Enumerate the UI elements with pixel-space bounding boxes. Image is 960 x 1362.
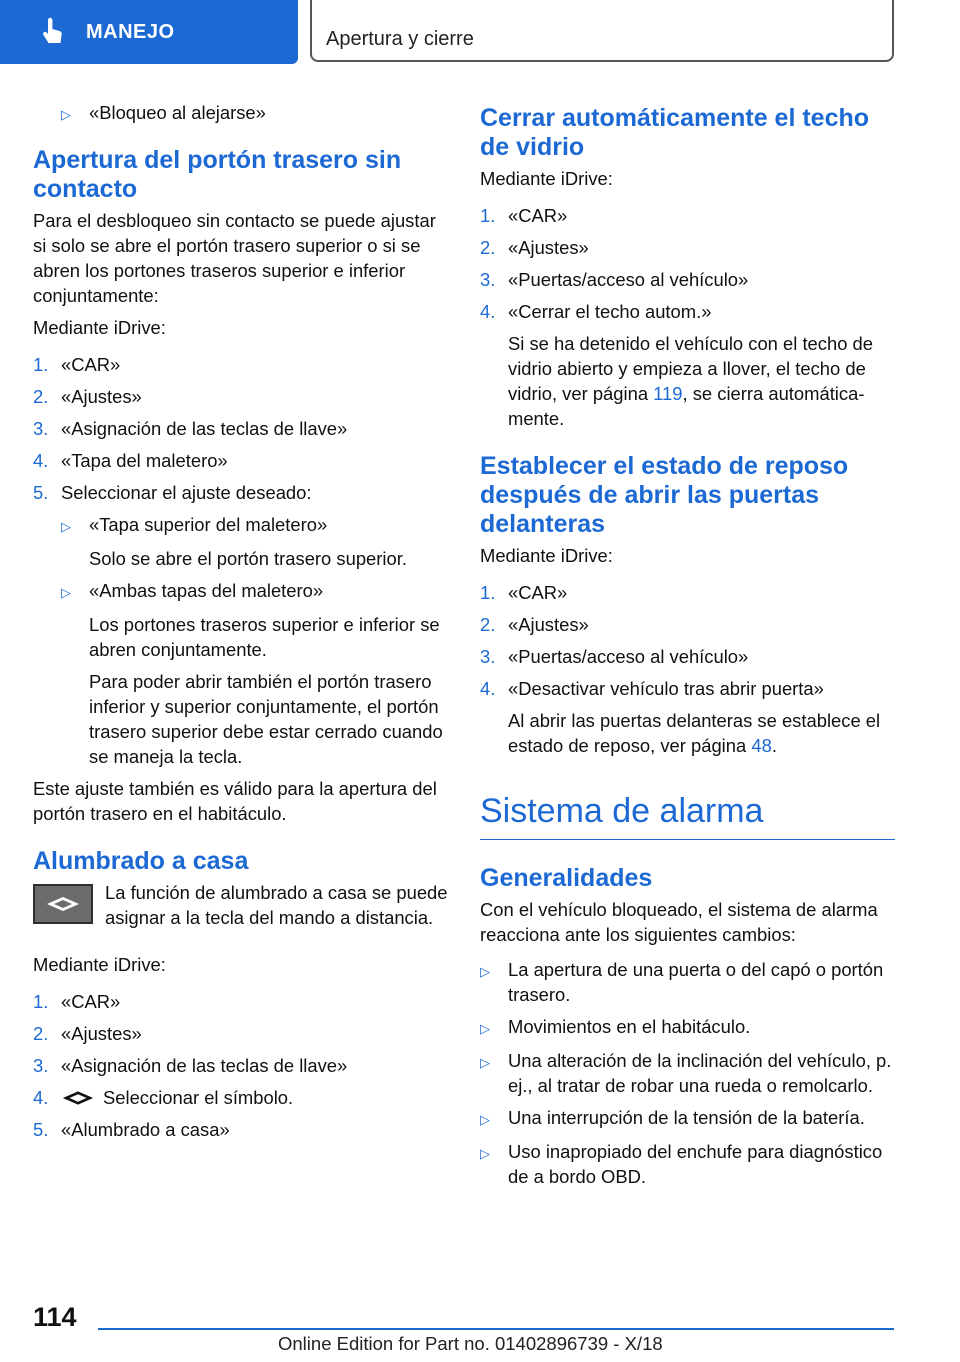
left-column [33,100,451,1149]
list-item: ▷ Uso inapropiado del enchufe para diagnóstico de a bordo OBD. [480,1141,883,1187]
list-item: ▷ Una alteración de la inclinación del vehículo, p. ej., al tratar de robar una rueda o remolcarlo. [480,1050,892,1096]
paragraph: Los portones traseros superior e inferior se abren conjuntamente. [89,614,440,660]
paragraph: Mediante iDrive: [33,954,166,975]
triangle-bullet-icon: ▷ [480,964,490,979]
triangle-bullet-icon: ▷ [61,107,71,122]
triangle-bullet-icon: ▷ [480,1055,490,1070]
list-item: 2. «Ajustes» [480,237,589,258]
hand-pointer-icon [38,17,68,47]
list-item: ▷ «Tapa superior del maletero» [61,512,451,539]
paragraph: Mediante iDrive: [480,168,613,189]
section-heading: Generalidades [480,864,653,892]
light-home-symbol-icon [61,1090,95,1106]
list-item: 1. «CAR» [33,354,121,375]
list-item: 5. «Alumbrado a casa» [33,1119,230,1140]
triangle-bullet-icon: ▷ [61,585,71,600]
list-item: ▷ La apertura de una puerta o del capó o portón trasero. [480,959,884,1005]
list-item: 5. Seleccionar el ajuste deseado: [33,482,312,503]
chapter-label: MANEJO [86,20,175,43]
chapter-tab[interactable] [0,0,298,64]
right-column [480,100,898,1196]
list-item: ▷ Movimientos en el habitáculo. [480,1014,898,1041]
list-item: 3. «Asignación de las teclas de llave» [33,1055,348,1076]
triangle-bullet-icon: ▷ [480,1146,490,1161]
section-heading: Establecer el estado de reposo después de abrir las puertas delanteras [480,452,849,538]
list-item: 4. Seleccionar el símbolo. [33,1087,294,1108]
remote-key-button-icon [33,884,93,924]
triangle-bullet-icon: ▷ [480,1021,490,1036]
list-item: 3. «Puertas/acceso al vehículo» [480,646,749,667]
list-item: ▷ «Ambas tapas del maletero» [61,578,451,605]
edition-text: Online Edition for Part no. 01402896739 - X/18 [278,1333,663,1354]
paragraph: Para poder abrir también el portón trasero inferior y superior conjuntamente, el portón trasero superior debe estar cerrado cuando se maneja la tecla. [89,671,443,767]
page-link[interactable]: 119 [653,383,683,404]
paragraph: Si se ha detenido el vehículo con el techo de vidrio abierto y empieza a llover, el techo de vidrio, ver página 119, se cierra automáticamente. [508,333,874,429]
paragraph: Al abrir las puertas delanteras se establece el estado de reposo, ver página 48. [508,710,881,756]
list-item: 3. «Puertas/acceso al vehículo» [480,269,749,290]
key-paragraph: La función de alumbrado a casa se puede asignar a la tecla del mando a distancia. [33,880,451,940]
section-heading: Cerrar automáticamente el techo de vidrio [480,104,870,161]
chapter-heading: Sistema de alarma [480,792,764,830]
paragraph: Para el desbloqueo sin contacto se puede ajustar si solo se abre el portón trasero superior o si se abren los portones traseros superior e inferior conjuntamente: [33,210,436,306]
list-item: ▷ Una interrupción de la tensión de la batería. [480,1105,898,1132]
list-item: ▷ «Bloqueo al alejarse» [61,100,451,127]
list-item: 4. «Cerrar el techo autom.» [480,301,712,322]
paragraph: Solo se abre el portón trasero superior. [89,548,407,569]
list-item: 2. «Ajustes» [480,614,589,635]
section-heading: Alumbrado a casa [33,847,249,875]
triangle-bullet-icon: ▷ [61,519,71,534]
paragraph: Con el vehículo bloqueado, el sistema de alarma reacciona ante los siguientes cambios: [480,899,878,945]
page-link[interactable]: 48 [751,735,772,756]
list-item: 4. «Desactivar vehículo tras abrir puerta» [480,678,824,699]
page-number: 114 [33,1302,77,1332]
list-item: 1. «CAR» [33,991,121,1012]
list-item: 1. «CAR» [480,205,568,226]
footer-rule [98,1328,894,1330]
triangle-bullet-icon: ▷ [480,1112,490,1127]
paragraph: Mediante iDrive: [33,317,166,338]
paragraph: Este ajuste también es válido para la apertura del portón trasero en el habitáculo. [33,778,437,824]
section-title: Apertura y cierre [326,28,474,50]
paragraph: Mediante iDrive: [480,545,613,566]
list-item: 1. «CAR» [480,582,568,603]
list-item: 4. «Tapa del maletero» [33,450,228,471]
section-header [310,0,894,62]
list-item: 2. «Ajustes» [33,1023,142,1044]
list-item: 2. «Ajustes» [33,386,142,407]
section-heading: Apertura del portón trasero sin contacto [33,146,402,203]
list-item: 3. «Asignación de las teclas de llave» [33,418,348,439]
